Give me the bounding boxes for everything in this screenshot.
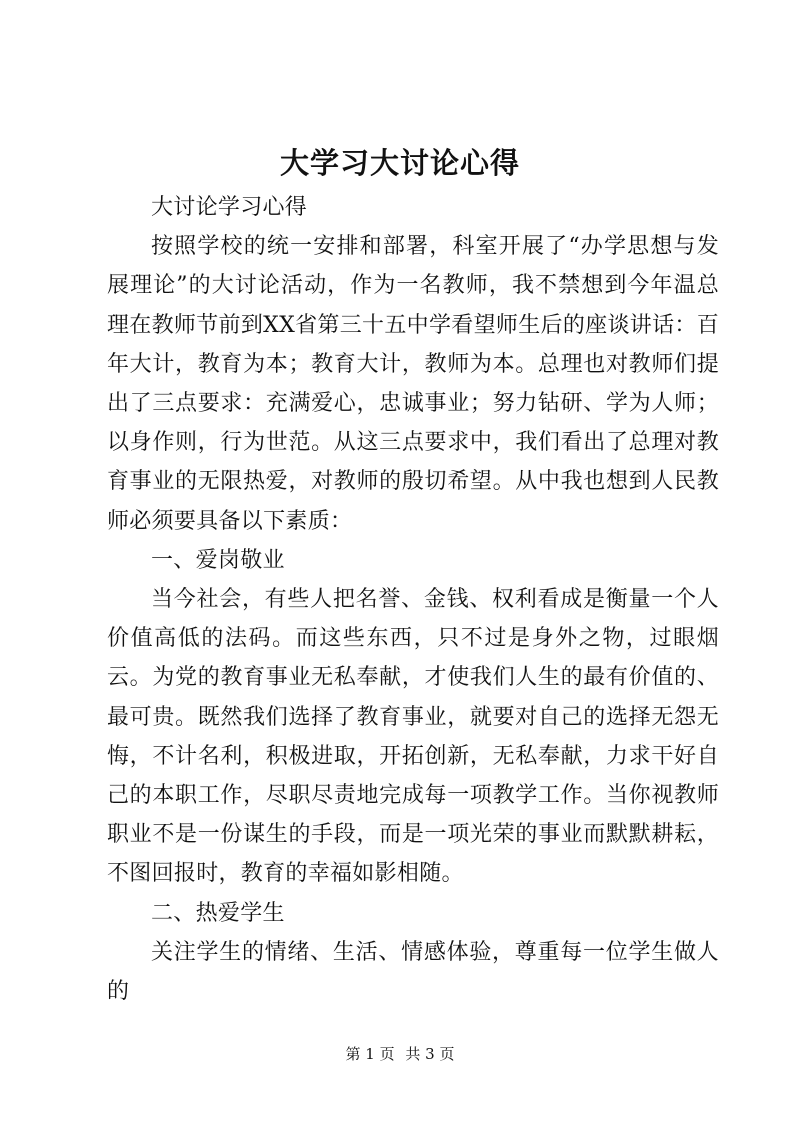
- subtitle-paragraph: 大讨论学习心得: [151, 195, 308, 220]
- section-2-paragraph: 关注学生的情绪、生活、情感体验，尊重每一位学生做人的: [107, 939, 719, 1005]
- section-heading-1: 一、爱岗敬业: [151, 547, 285, 573]
- intro-paragraph: 按照学校的统一安排和部署，科室开展了“办学思想与发展理论”的大讨论活动，作为一名教师，我不禁想到今年温总理在教师节前到XX省第三十五中学看望师生后的座谈讲话：百年大计，教育为本；教育大计，教师为本。总理也对教师们提出了三点要求：充满爱心，忠诚事业；努力钻研、学为人师；以身作则，行为世范。从这三点要求中，我们看出了总理对教育事业的无限热爱，对教师的殷切希望。从中我也想到人民教师必须要具备以下素质：: [107, 234, 719, 534]
- document-body: [107, 188, 719, 1011]
- section-1-paragraph: 当今社会，有些人把名誉、金钱、权利看成是衡量一个人价值高低的法码。而这些东西，只不过是身外之物，过眼烟云。为党的教育事业无私奉献，才使我们人生的最有价值的、最可贵。既然我们选择了教育事业，就要对自己的选择无怨无悔，不计名利，积极进取，开拓创新，无私奉献，力求干好自己的本职工作，尽职尽责地完成每一项教学工作。当你视教师职业不是一份谋生的手段，而是一项光荣的事业而默默耕耘，不图回报时，教育的幸福如影相随。: [107, 587, 719, 887]
- page-number: 第 1 页: [345, 1045, 395, 1063]
- page-total: 共 3 页: [405, 1045, 455, 1063]
- page-footer: [0, 1044, 800, 1064]
- document-title: 大学习大讨论心得: [279, 146, 520, 180]
- section-heading-2: 二、热爱学生: [151, 900, 285, 926]
